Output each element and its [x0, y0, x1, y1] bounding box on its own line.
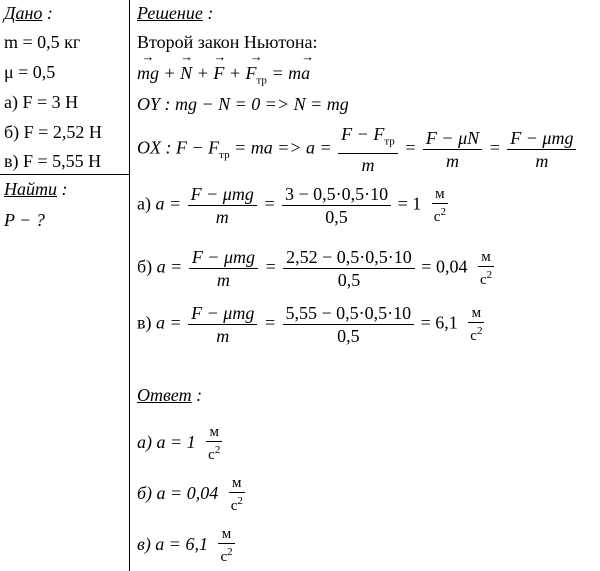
- given-force-b: б) F = 2,52 Н: [4, 122, 102, 142]
- calc-c: в) a = $\frac{\text{F − μmg}}{m}$ = $\frac{5,55 - 0,5\cdot 0,5\cdot 10}{0,5}$ = 6,1 $\frac{м}{с^2}$: [137, 303, 483, 346]
- given-mass: m = 0,5 кг: [4, 32, 81, 52]
- solution-panel: [137, 0, 597, 571]
- answer-b: б) a = 0,04 $\frac{м}{с^2}$: [137, 475, 243, 514]
- newton-law-title: Второй закон Ньютона:: [137, 32, 318, 52]
- answer-c: в) a = 6,1 $\frac{м}{с^2}$: [137, 526, 233, 565]
- find-target: P − ?: [4, 210, 45, 230]
- vector-equation: → mg + → N + → F + → $F_{тр} = m\to a$: [137, 63, 310, 87]
- given-force-a: а) F = 3 Н: [4, 92, 79, 112]
- solution-header: Решение :: [137, 3, 214, 23]
- given-force-c: в) F = 5,55 Н: [4, 151, 102, 171]
- oy-projection: OY : mg − N = 0 => N = mg: [137, 94, 349, 114]
- calc-a: а) a = $\frac{\text{F − μmg}}{m}$ = $\frac{3 - 0,5\cdot 0,5\cdot 10}{0,5}$ = 1 $\frac{м}{с^2}$: [137, 184, 446, 227]
- answer-a: а) a = 1 $\frac{м}{с^2}$: [137, 424, 221, 463]
- calc-b: б) a = $\frac{\text{F − μmg}}{m}$ = $\frac{2,52 - 0,5\cdot 0,5\cdot 10}{0,5}$ = 0,04 $\frac{м}{с^2}$: [137, 247, 493, 290]
- given-find-divider: [0, 174, 129, 175]
- column-divider: [129, 0, 130, 571]
- answer-header: Ответ :: [137, 385, 203, 405]
- find-header: Найти :: [4, 179, 68, 199]
- given-header: Дано :: [4, 3, 53, 23]
- given-mu: μ = 0,5: [4, 62, 56, 82]
- ox-projection: OX : $F - F_{тр}$ = ma => a = $\frac{F - F_{тр}}{m}$ = $\frac{F - \mu N}{m}$ = $\frac{\text{F − μmg}}{m}$: [137, 123, 578, 176]
